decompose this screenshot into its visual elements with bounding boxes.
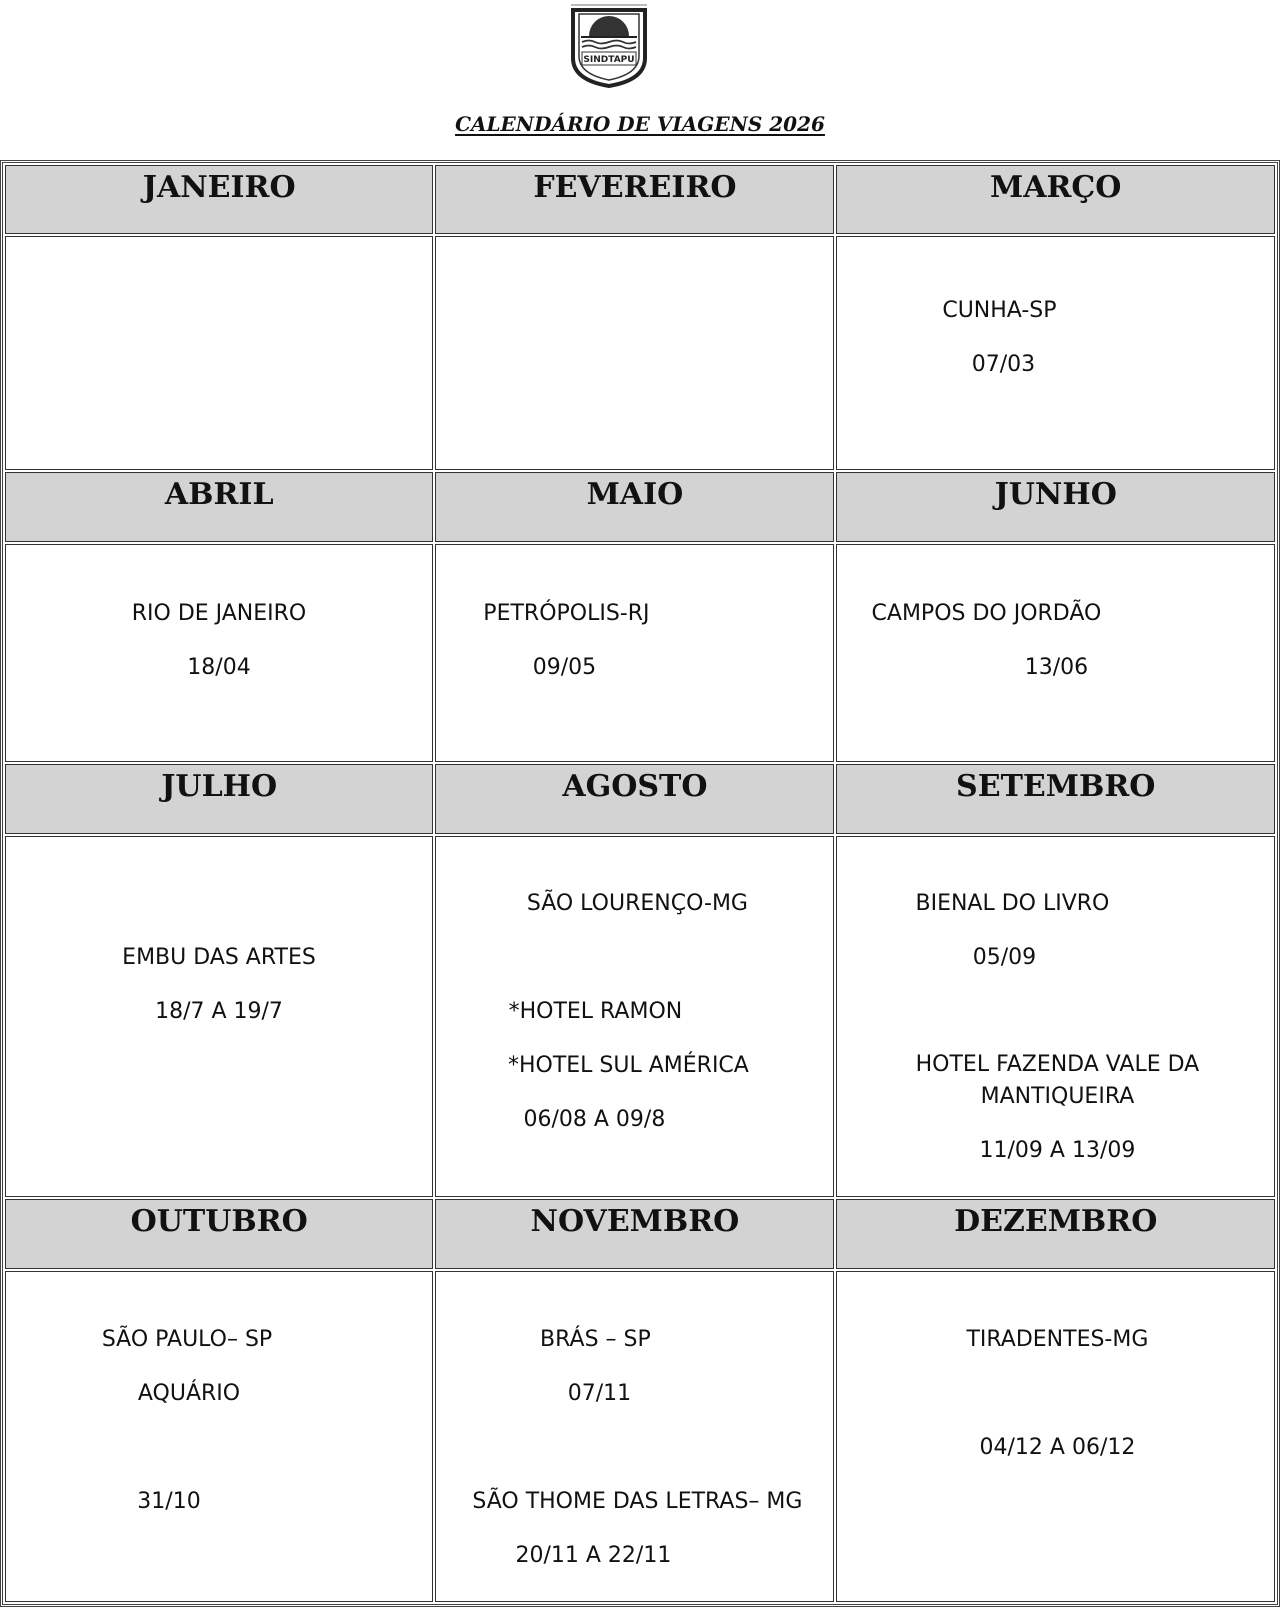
month-header-novembro	[435, 1199, 834, 1268]
trip-hotel: HOTEL FAZENDA VALE DA MANTIQUEIRA	[915, 1051, 1200, 1109]
trip-hotel: *HOTEL SUL AMÉRICA	[507, 1052, 749, 1078]
month-header-row	[5, 165, 1275, 234]
trip-date: 18/7 A 19/7	[155, 998, 283, 1024]
trips-cell-maio	[435, 544, 834, 763]
month-header-row	[5, 1199, 1275, 1268]
trip-date: 05/09	[972, 944, 1037, 970]
trip-hotel: *HOTEL RAMON	[508, 998, 683, 1024]
trip-date: 31/10	[137, 1488, 201, 1514]
document-title: CALENDÁRIO DE VIAGENS 2026	[455, 112, 825, 136]
sindtapu-logo	[567, 0, 651, 90]
trip-date: 06/08 A 09/8	[523, 1106, 666, 1132]
trips-cell-julho	[5, 836, 433, 1198]
month-header-dezembro	[836, 1199, 1275, 1268]
trips-cell-setembro	[836, 836, 1275, 1198]
svg-text:SINDTAPU: SINDTAPU	[583, 55, 635, 65]
month-name: MAIO	[586, 477, 684, 513]
trip-destination: TIRADENTES-MG	[966, 1326, 1149, 1352]
month-name: ABRIL	[164, 477, 274, 513]
trip-destination: AQUÁRIO	[137, 1380, 241, 1406]
month-header-fevereiro	[435, 165, 834, 234]
trip-date: 07/11	[567, 1380, 632, 1406]
month-name: JANEIRO	[142, 170, 296, 205]
trip-destination: CAMPOS DO JORDÃO	[871, 600, 1102, 626]
trip-destination: BRÁS – SP	[540, 1326, 651, 1352]
trip-destination: EMBU DAS ARTES	[122, 944, 316, 970]
trips-cell-novembro	[435, 1271, 834, 1602]
month-name: OUTUBRO	[130, 1204, 308, 1240]
month-header-junho	[836, 472, 1275, 541]
month-name: MARÇO	[990, 170, 1122, 205]
month-header-row	[5, 764, 1275, 833]
trips-row	[5, 1271, 1275, 1602]
month-header-maio	[435, 472, 834, 541]
month-header-outubro	[5, 1199, 433, 1268]
trip-destination: BIENAL DO LIVRO	[915, 890, 1110, 916]
trip-date: 13/06	[1024, 654, 1089, 680]
month-name: NOVEMBRO	[530, 1204, 740, 1240]
trip-date: 18/04	[187, 654, 251, 680]
trip-date: 11/09 A 13/09	[979, 1137, 1136, 1163]
month-header-row	[5, 472, 1275, 541]
trips-cell-dezembro	[836, 1271, 1275, 1602]
trips-row	[5, 544, 1275, 763]
month-name: SETEMBRO	[956, 769, 1156, 805]
month-header-marco	[836, 165, 1275, 234]
trip-date: 09/05	[532, 654, 597, 680]
trip-destination: CUNHA-SP	[942, 298, 1057, 324]
month-header-janeiro	[5, 165, 433, 234]
trips-row	[5, 836, 1275, 1198]
month-header-setembro	[836, 764, 1275, 833]
month-name: FEVEREIRO	[533, 170, 737, 205]
trips-cell-janeiro	[5, 236, 433, 470]
month-header-abril	[5, 472, 433, 541]
trip-date: 20/11 A 22/11	[515, 1542, 672, 1568]
trips-cell-abril	[5, 544, 433, 763]
trip-destination: PETRÓPOLIS-RJ	[483, 600, 650, 626]
trips-cell-fevereiro	[435, 236, 834, 470]
trip-destination: SÃO LOURENÇO-MG	[526, 890, 748, 916]
month-header-julho	[5, 764, 433, 833]
month-header-agosto	[435, 764, 834, 833]
trips-cell-marco	[836, 236, 1275, 470]
trip-date: 07/03	[971, 352, 1036, 378]
travel-calendar-table	[0, 160, 1280, 1607]
trip-date: 04/12 A 06/12	[979, 1434, 1136, 1460]
trips-cell-junho	[836, 544, 1275, 763]
trip-destination: SÃO PAULO– SP	[101, 1326, 273, 1352]
trips-cell-agosto	[435, 836, 834, 1198]
trip-destination: RIO DE JANEIRO	[131, 600, 307, 626]
trips-row	[5, 236, 1275, 470]
trip-destination: SÃO THOME DAS LETRAS– MG	[472, 1488, 803, 1514]
month-name: DEZEMBRO	[954, 1204, 1158, 1240]
month-name: AGOSTO	[562, 769, 708, 805]
trips-cell-outubro	[5, 1271, 433, 1602]
month-name: JUNHO	[994, 477, 1117, 513]
month-name: JULHO	[161, 769, 278, 805]
